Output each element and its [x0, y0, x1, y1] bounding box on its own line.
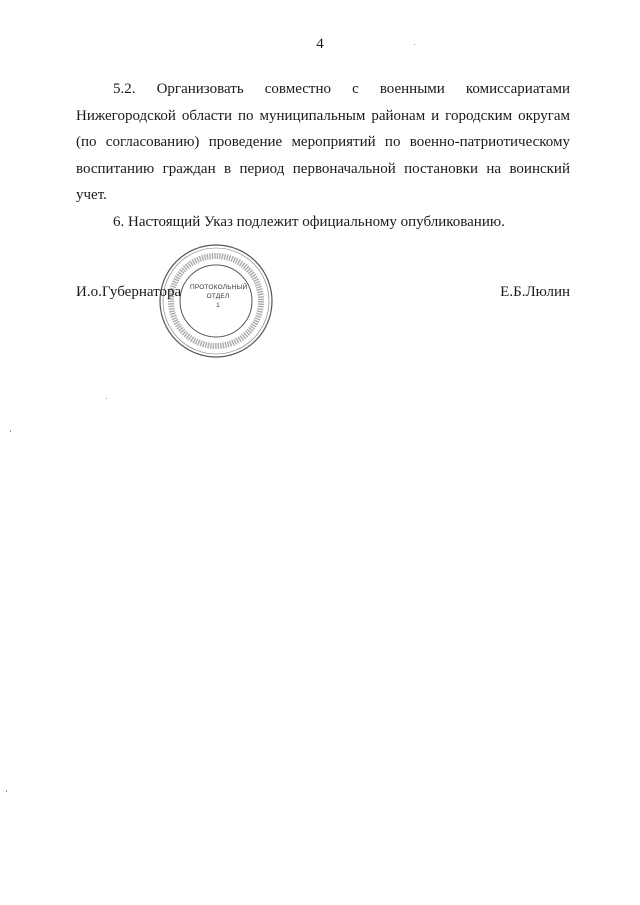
page-number: 4: [316, 36, 324, 52]
paragraph-6: 6. Настоящий Указ подлежит официальному опубликованию.: [113, 213, 505, 230]
scan-speck: [6, 790, 7, 792]
document-body: [76, 76, 570, 235]
seal-line-2: ОТДЕЛ: [206, 293, 230, 300]
scan-speck: [414, 44, 415, 45]
paragraph-5-2-first-line: 5.2. Организовать совместно с военными комиссариатами: [113, 81, 570, 97]
signatory-title: И.о.Губернатора: [76, 284, 182, 300]
paragraph-5-2-continuation: Нижегородской области по муниципальным районам и городским округам (по согласованию) проведение мероприятий по военно-патриотическому воспитанию граждан в период первоначальной постановки на воинский учет.: [76, 107, 570, 203]
paragraph-5-2: [76, 76, 570, 209]
seal-line-3: 1: [216, 302, 220, 309]
seal-line-1: ПРОТОКОЛЬНЫЙ: [190, 284, 248, 291]
signatory-name: Е.Б.Люлин: [500, 284, 570, 300]
scan-speck: [106, 398, 107, 399]
scan-speck: [10, 430, 11, 432]
seal-inner-text: [190, 283, 246, 310]
